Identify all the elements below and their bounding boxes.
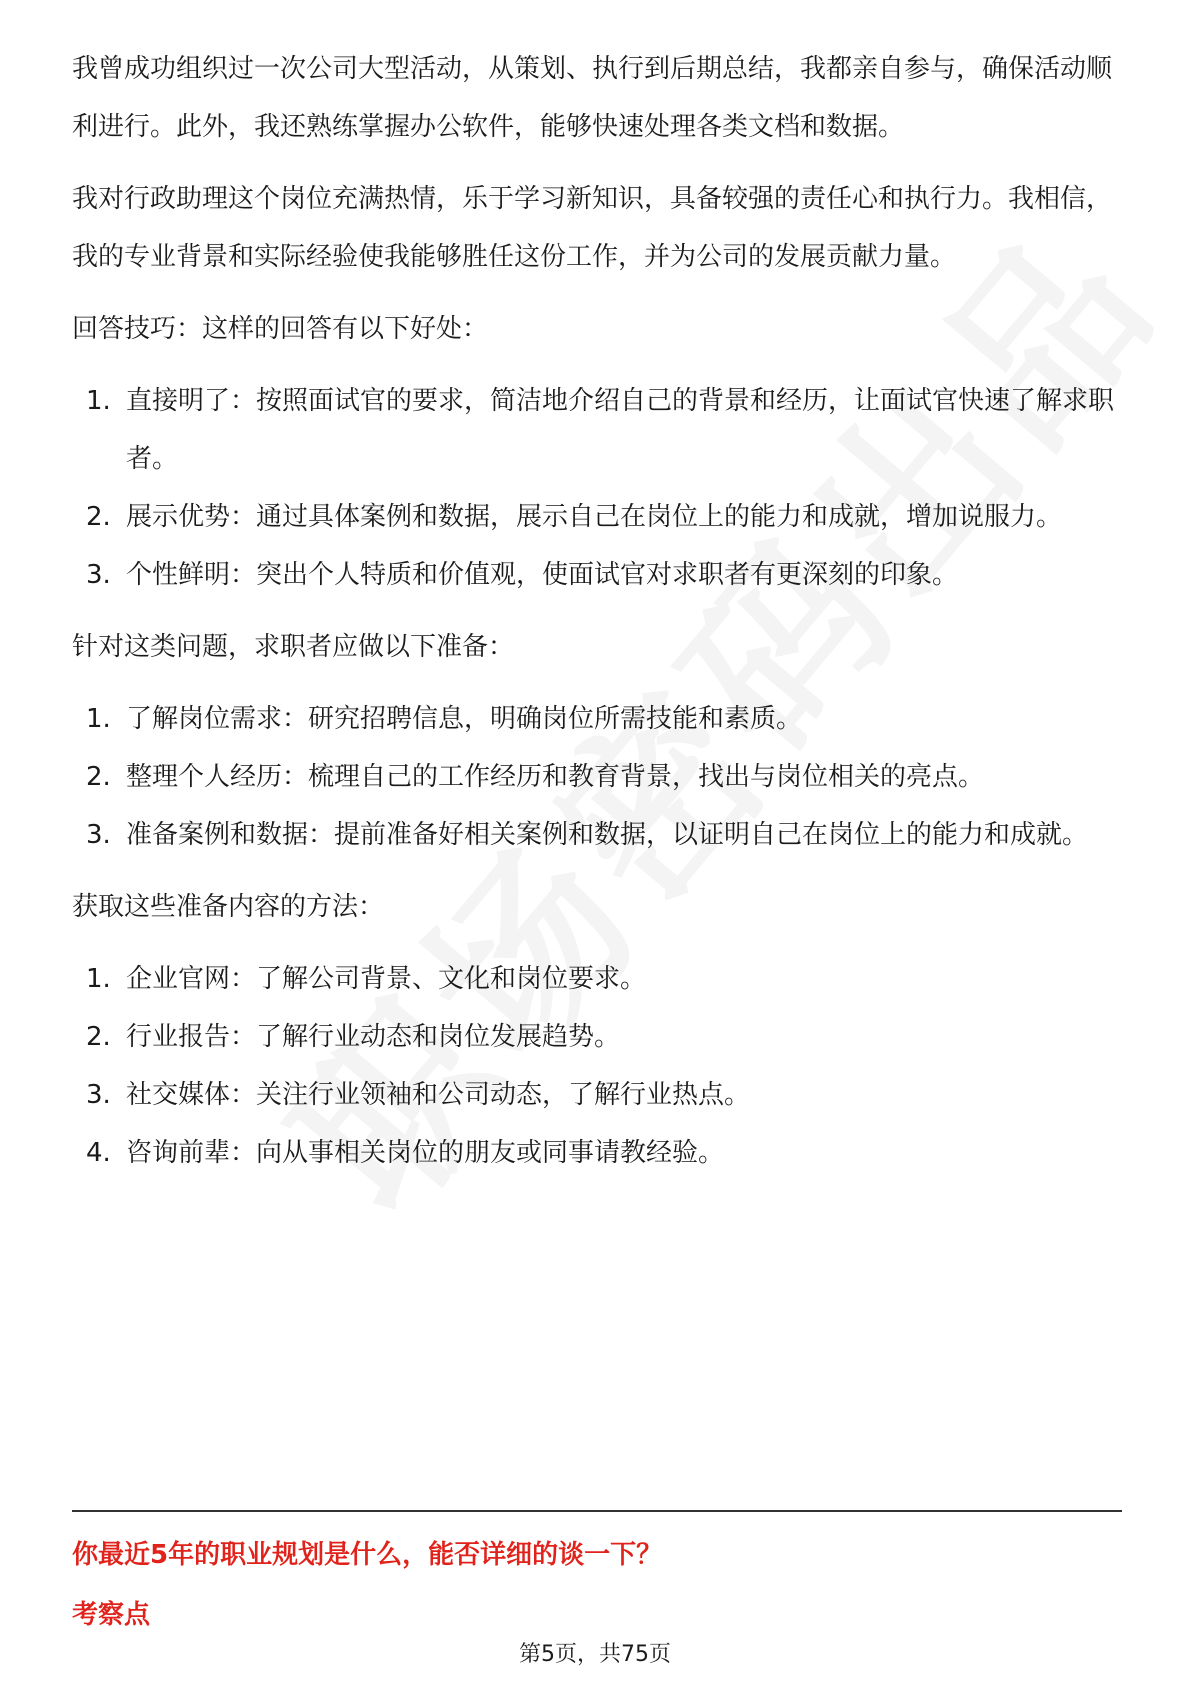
list-text: 展示优势：通过具体案例和数据，展示自己在岗位上的能力和成就，增加说服力。: [126, 502, 1063, 532]
prep-heading: 针对这类问题，求职者应做以下准备：: [72, 632, 515, 662]
list-text: 整理个人经历：梳理自己的工作经历和教育背景，找出与岗位相关的亮点。: [126, 762, 985, 792]
list-text: 企业官网：了解公司背景、文化和岗位要求。: [126, 964, 647, 994]
list-item: [72, 690, 1122, 748]
section-divider: [72, 1510, 1122, 1512]
list-item: [72, 1066, 1122, 1124]
list-number: 2.: [86, 762, 111, 792]
list-item: [72, 372, 1122, 488]
page-number: 第5页，共75页: [519, 1642, 671, 1667]
methods-heading: 获取这些准备内容的方法：: [72, 892, 385, 922]
list-item: [72, 1124, 1122, 1182]
list-number: 3.: [86, 1080, 111, 1110]
list-item: [72, 546, 1122, 604]
next-question-title: 你最近5年的职业规划是什么，能否详细的谈一下？: [72, 1540, 663, 1570]
document-body: [72, 40, 1122, 1182]
list-number: 4.: [86, 1138, 111, 1168]
list-number: 2.: [86, 502, 111, 532]
list-number: 1.: [86, 704, 111, 734]
paragraph-experience: 我曾成功组织过一次公司大型活动，从策划、执行到后期总结，我都亲自参与，确保活动顺利进行。此外，我还熟练掌握办公软件，能够快速处理各类文档和数据。: [72, 54, 1113, 142]
list-text: 社交媒体：关注行业领袖和公司动态，了解行业热点。: [126, 1080, 751, 1110]
methods-list: [72, 950, 1122, 1182]
list-text: 直接明了：按照面试官的要求，简洁地介绍自己的背景和经历，让面试官快速了解求职者。: [126, 386, 1115, 474]
list-item: [72, 950, 1122, 1008]
list-text: 准备案例和数据：提前准备好相关案例和数据，以证明自己在岗位上的能力和成就。: [126, 820, 1089, 850]
list-text: 了解岗位需求：研究招聘信息，明确岗位所需技能和素质。: [126, 704, 803, 734]
list-item: [72, 488, 1122, 546]
list-item: [72, 806, 1122, 864]
list-number: 1.: [86, 386, 111, 416]
list-number: 3.: [86, 820, 111, 850]
paragraph-motivation: 我对行政助理这个岗位充满热情，乐于学习新知识，具备较强的责任心和执行力。我相信，我的专业背景和实际经验使我能够胜任这份工作，并为公司的发展贡献力量。: [72, 184, 1113, 272]
list-number: 3.: [86, 560, 111, 590]
tips-list: [72, 372, 1122, 604]
list-item: [72, 1008, 1122, 1066]
list-number: 2.: [86, 1022, 111, 1052]
next-question-subheading: 考察点: [72, 1600, 151, 1630]
list-number: 1.: [86, 964, 111, 994]
list-text: 咨询前辈：向从事相关岗位的朋友或同事请教经验。: [126, 1138, 725, 1168]
list-text: 个性鲜明：突出个人特质和价值观，使面试官对求职者有更深刻的印象。: [126, 560, 959, 590]
list-text: 行业报告：了解行业动态和岗位发展趋势。: [126, 1022, 621, 1052]
list-item: [72, 748, 1122, 806]
prep-list: [72, 690, 1122, 864]
tips-heading: 回答技巧：这样的回答有以下好处：: [72, 314, 489, 344]
